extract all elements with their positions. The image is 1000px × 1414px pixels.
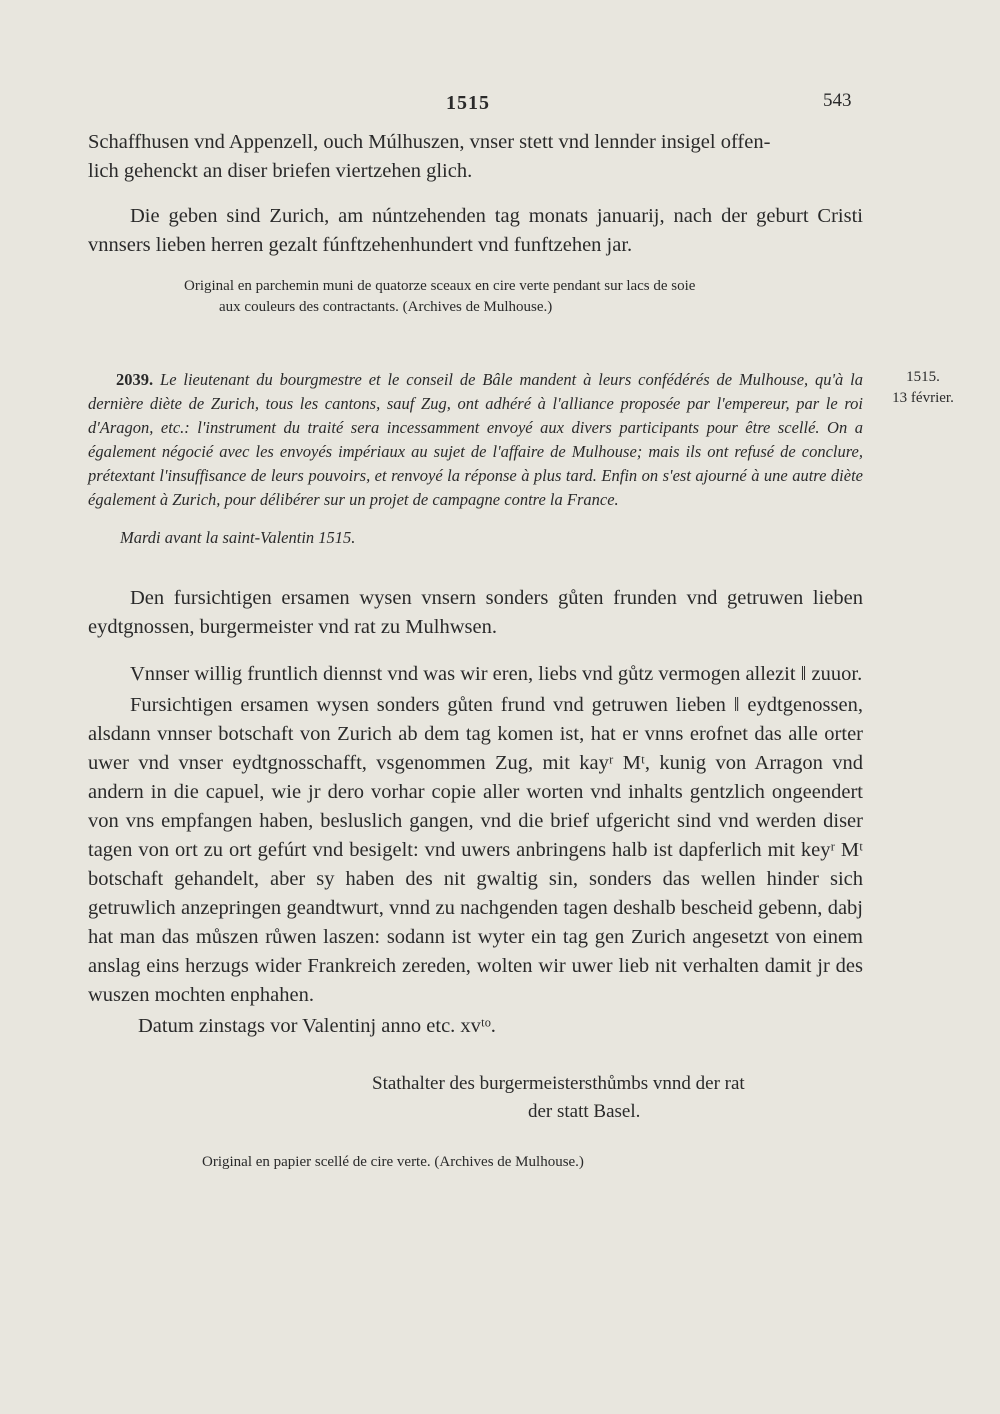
prev-archival-note [184, 276, 874, 318]
page-number: 543 [823, 90, 852, 111]
entry-number: 2039. [116, 370, 154, 389]
letter-greeting: Vnnser willig fruntlich diennst vnd was wir eren, liebs vnd gůtz vermogen allezit ‖ zuuor. [130, 663, 863, 685]
prev-line-2: lich gehenckt an diser briefen viertzehen glich. [88, 160, 473, 182]
letter-address: Den fursichtigen ersamen wysen vnsern sonders gůten frunden vnd getruwen lieben eydtgnossen, burgermeister vnd rat zu Mulhwsen. [88, 587, 863, 638]
prev-note-line-2: aux couleurs des contractants. (Archives de Mulhouse.) [219, 299, 553, 315]
signature-line-1: Stathalter des burgermeistersthůmbs vnnd der rat [372, 1073, 745, 1094]
letter-body [88, 584, 863, 1041]
letter-datum: Datum zinstags vor Valentinj anno etc. xvᵗᵒ. [138, 1015, 496, 1037]
margin-year: 1515. [906, 369, 940, 385]
entry-summary-text: Le lieutenant du bourgmestre et le conseil de Bâle mandent à leurs confédérés de Mulhouse, qu'à la dernière diète de Zurich, tous les cantons, sauf Zug, ont adhéré à l'alliance proposée par l'empereur, par le roi d'Aragon, etc.: l'instrument du traité sera incessamment envoyé aux divers participants pour être scellé. On a également négocié avec les envoyés impériaux au sujet de l'affaire de Mulhouse; mais ils ont refusé de conclure, prétextant l'insuffisance de leurs pouvoirs, et renvoyé la réponse à plus tard. Enfin on s'est ajourné à une autre diète également à Zurich, pour délibérer sur un projet de campagne contre la France. [88, 370, 864, 509]
margin-day: 13 février. [892, 390, 954, 406]
letter-main-text: Fursichtigen ersamen wysen sonders gůten frund vnd getruwen lieben ‖ eydtgenossen, alsdann vnnser botschaft von Zurich ab dem tag komen ist, hat er vnns erofnet das alle orter uwer vnd vnser eydtgnosschafft, vsgenommen Zug, mit kayʳ Mᵗ, kunig von Arragon vnd andern in die capuel, wie jr dero vorhar copie aller worten vnd inhalts gentzlich ongeendert von vns empfangen haben, besluslich gangen, vnd die brief ufgericht sind vnd werden diser tagen von ort zu ort gefúrt vnd besigelt: vnd uwers anbringens halb ist dapferlich mit keyʳ Mᵗ botschaft gehandelt, aber sy haben des nit gwaltig sin, sonders das wellen hinder sich getruwlich anzepringen geandtwurt, vnnd zu nachgenden tagen deshalb bescheid gebenn, dabj hat man das můszen růwen laszen: sodann ist wyter ein tag gen Zurich angesetzt von einem anslag eins herzugs wider Frankreich zereden, wolten wir uwer lieb nit verhalten damit jr des wuszen mochten enphahen. [88, 694, 863, 1006]
entry-date-line: Mardi avant la saint-Valentin 1515. [120, 528, 356, 547]
prev-line-1: Schaffhusen vnd Appenzell, ouch Múlhuszen, vnser stett vnd lennder insigel offen- [88, 131, 771, 153]
running-head-year: 1515 [446, 92, 490, 114]
prev-dating-clause: Die geben sind Zurich, am núntzehenden tag monats januarij, nach der geburt Cristi vnnsers lieben herren gezalt fúnftzehenhundert vnd funftzehen jar. [88, 205, 863, 256]
entry-summary [88, 368, 863, 550]
prev-note-line-1: Original en parchemin muni de quatorze sceaux en cire verte pendant sur lacs de soie [184, 278, 696, 294]
margin-date-note [873, 367, 973, 409]
entry-note-text: Original en papier scellé de cire verte. (Archives de Mulhouse.) [202, 1154, 584, 1170]
entry-archival-note [202, 1152, 842, 1173]
previous-document-text [88, 128, 863, 260]
signature-line-2: der statt Basel. [528, 1101, 641, 1122]
